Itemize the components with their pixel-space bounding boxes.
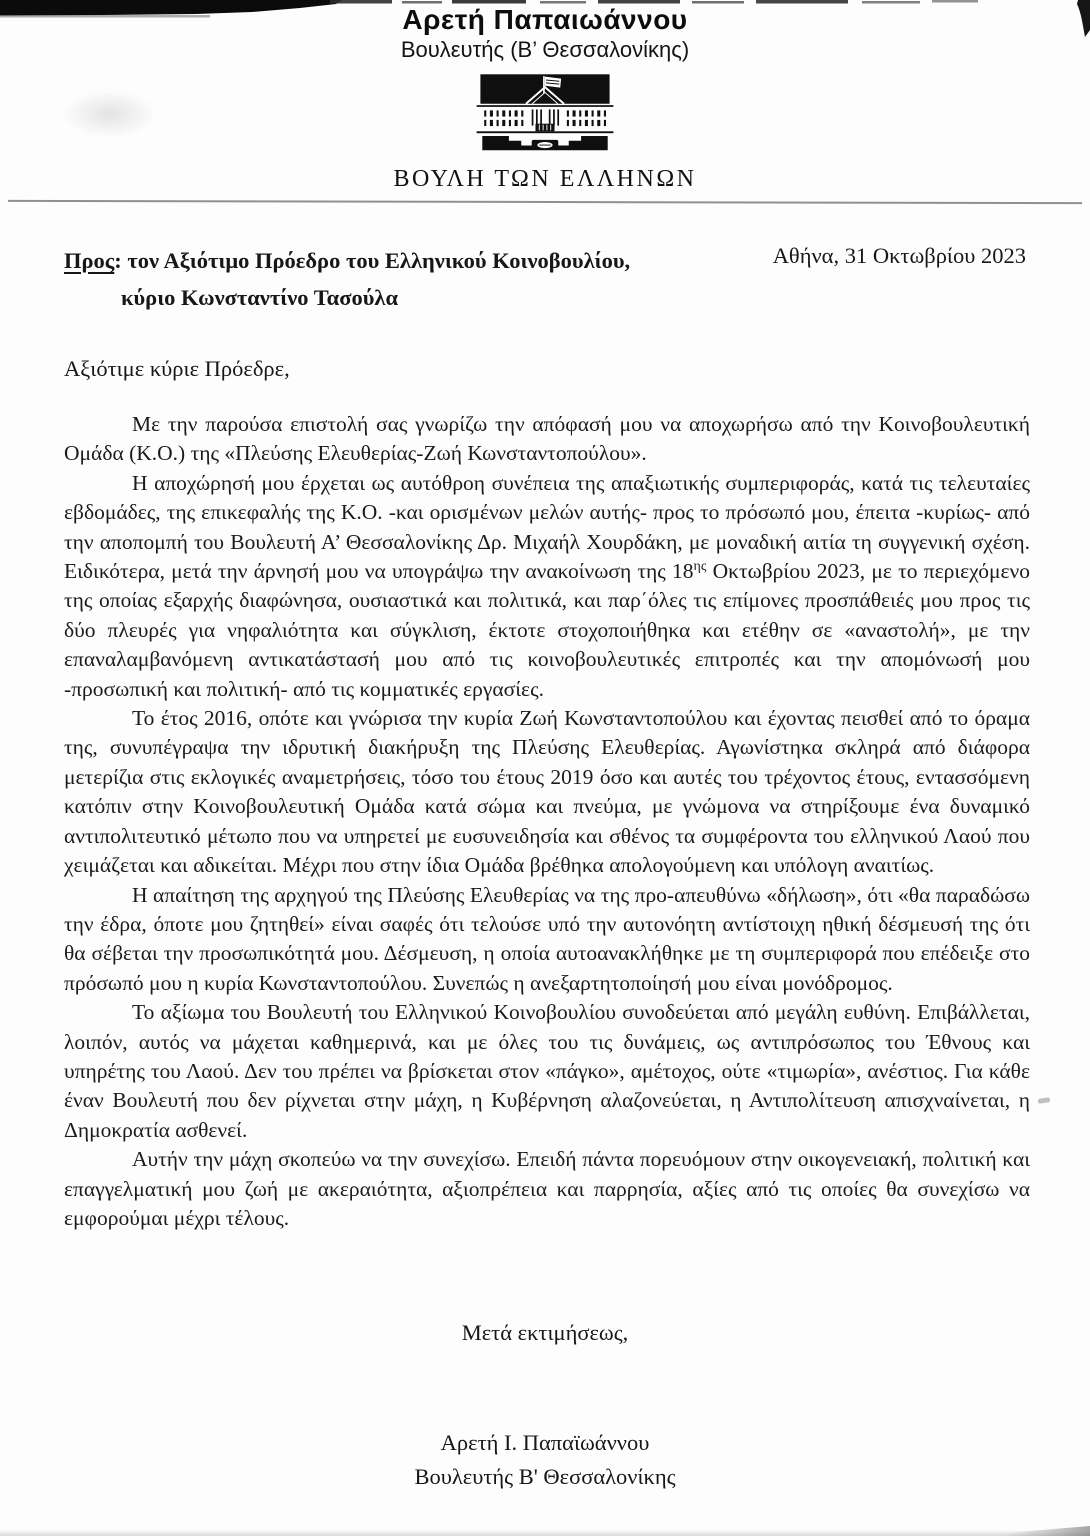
scan-edge-mark-artifact — [1038, 1097, 1051, 1104]
recipient-line-2: κύριο Κωνσταντίνο Τασούλα — [121, 285, 399, 310]
recipient-block — [64, 242, 630, 316]
paragraph-2 — [64, 469, 1030, 704]
paragraph-6: Αυτήν την μάχη σκοπεύω να την συνεχίσω. Επειδή πάντα πορευόμουν στην οικογενειακή, πολιτική και επαγγελματική μου ζωή με ακεραιότητα, αξιοπρέπεια και παρρησία, αξίες από τις οποίες θα συνεχίσω να εμφορούμαι μέχρι τέλους. — [64, 1147, 1030, 1230]
signature-name: Αρετή Ι. Παπαϊωάννου — [440, 1430, 650, 1455]
letterhead — [0, 4, 1090, 193]
parliament-building-icon — [469, 74, 621, 162]
recipient-line-1-text: τον Αξιότιμο Πρόεδρο του Ελληνικού Κοινοβουλίου, — [121, 248, 631, 273]
paragraph-1: Με την παρούσα επιστολή σας γνωρίζω την απόφασή μου να αποχωρήσω από την Κοινοβουλευτική Ομάδα (Κ.Ο.) της «Πλεύσης Ελευθερίας-Ζωή Κωνσταντοπούλου». — [64, 412, 1030, 466]
date-ordinal-superscript: ης — [693, 558, 707, 574]
place-date: Αθήνα, 31 Οκτωβρίου 2023 — [772, 243, 1026, 268]
paragraph-5: Το αξίωμα του Βουλευτή του Ελληνικού Κοινοβουλίου συνοδεύεται από μεγάλη ευθύνη. Επιβάλλεται, λοιπόν, αυτός να μάχεται καθημερινά, και με όλες του τις δυνάμεις, ως αντιπρόσωπος του Έθνους και υπηρέτης του Λαού. Δεν του πρέπει να βρίσκεται στον «πάγκο», αμέτοχος, ούτε «τιμωρία», ανέστιος. Για κάθε έναν Βουλευτή που δεν ρίχνεται στην μάχη, η Κυβέρνηση αλαζονεύεται, η Αντιπολίτευση απισχναίνεται, η Δημοκρατία ασθενεί. — [64, 1000, 1030, 1142]
parliament-logo — [0, 74, 1090, 162]
paragraph-4: Η απαίτηση της αρχηγού της Πλεύσης Ελευθερίας να της προ-απευθύνω «δήλωση», ότι «θα παραδώσω την έδρα, όποτε μου ζητηθεί» είναι σαφές ότι τελούσε υπό την αυτονόητη αντίστοιχη ηθική δέσμευσή της ότι θα σέβεται την προσωπικότητά μου. Δέσμευση, η οποία αυτοανακλήθηκε με τη συμπεριφορά που επέδειξε στο πρόσωπό μου η κυρία Κωνσταντοπούλου. Συνεπώς η ανεξαρτητοποίησή μου είναι μονόδρομος. — [64, 882, 1030, 995]
parliament-name: ΒΟΥΛΗ ΤΩΝ ΕΛΛΗΝΩΝ — [393, 166, 697, 192]
paragraph-2-part-b: Οκτωβρίου 2023, με το περιεχόμενο της οποίας εξαρχής διαφώνησα, ουσιαστικά και πολιτικά, και παρ΄όλες τις επίμονες προσπάθειές μου προς τις δύο πλευρές για νηφαλιότητα και σύγκλιση, έκτοτε στοχοποιήθηκα και ετέθην σε «αναστολή», με την επαναλαμβανόμενη αντικατάστασή μου από τις κοινοβουλευτικές επιτροπές και την απομόνωσή μου -προσωπική και πολιτική- από τις κομματικές εργασίες. — [64, 559, 1031, 701]
closing-salutation: Μετά εκτιμήσεως, — [461, 1320, 629, 1345]
signature-title: Βουλευτής Β' Θεσσαλονίκης — [414, 1464, 676, 1489]
letter-body — [64, 410, 1030, 1233]
salutation: Αξιότιμε κύριε Πρόεδρε, — [64, 356, 290, 381]
paragraph-3: Το έτος 2016, οπότε και γνώρισα την κυρία Ζωή Κωνσταντοπούλου και έχοντας πεισθεί από το όραμα της, συνυπέγραψα την ιδρυτική διακήρυξη της Πλεύσης Ελευθερίας. Αγωνίστηκα σκληρά από διάφορα μετερίζια στις εκλογικές αναμετρήσεις, τόσο του έτους 2019 όσο και αυτές του τρέχοντος έτους, εντασσόμενη κατόπιν στην Κοινοβουλευτική Ομάδα κατά σώμα και πνεύμα, με γνώμονα να στηρίξουμε ένα δυναμικό αντιπολιτευτικό μέτωπο που να υπηρετεί με ευσυνειδησία και σθένος τα συμφέροντα του ελληνικού Λαού που χειμάζεται και αδικείται. Μέχρι που στην ίδια Ομάδα βρέθηκα απολογούμενη και υπόλογη αναιτίως. — [64, 706, 1030, 878]
to-colon: : — [114, 248, 122, 273]
header-divider — [8, 200, 1082, 204]
recipient-line-1 — [64, 242, 630, 279]
scan-bottom-shadow — [0, 1530, 1090, 1536]
to-label: Προς — [64, 248, 115, 273]
signature-block — [0, 1426, 1090, 1494]
paragraph-2-part-a: Η αποχώρησή μου έρχεται ως αυτόθροη συνέπεια της απαξιωτικής συμπεριφοράς, κατά τις τελευταίες εβδομάδες, της επικεφαλής της Κ.Ο. -και ορισμένων μελών αυτής- προς το πρόσωπό μου, έπειτα -κυρίως- από την αποπομπή του Βουλευτή Α’ Θεσσαλονίκης Δρ. Μιχαήλ Χουρδάκη, με μοναδική αιτία τη συγγενική σχέση. Ειδικότερα, μετά την άρνησή μου να υπογράψω την ανακοίνωση της 18 — [64, 470, 1030, 584]
address-row — [64, 242, 1026, 316]
mp-name: Αρετή Παπαιωάννου — [402, 4, 688, 35]
mp-title: Βουλευτής (Β’ Θεσσαλονίκης) — [400, 37, 690, 62]
